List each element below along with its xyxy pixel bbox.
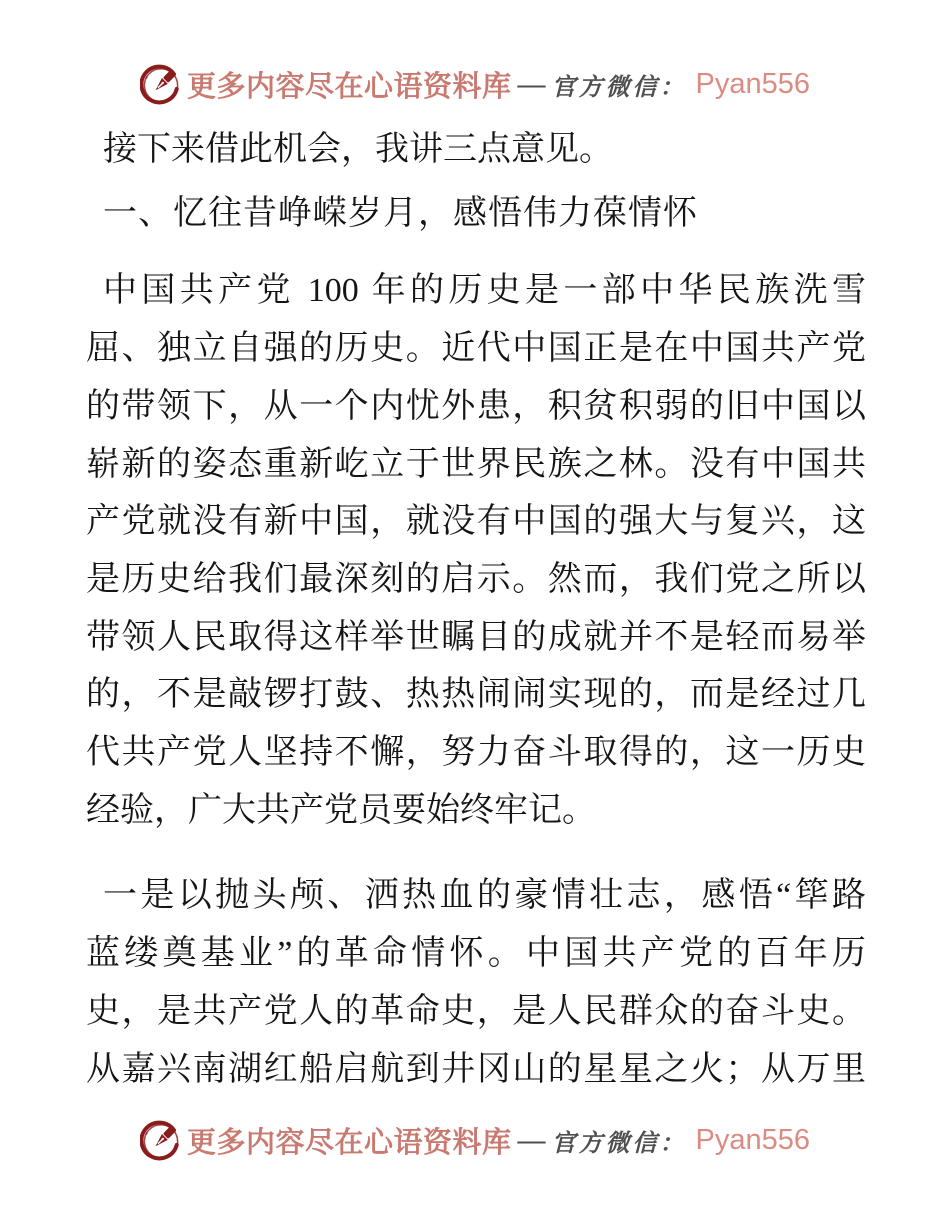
watermark-channel-label: 官方微信： [551,75,687,101]
pen-nib-swirl-circle-icon [140,62,182,107]
text-line: 带领人民取得这样举世瞩目的成就并不是轻而易举 [86,618,866,656]
intro-paragraph [86,121,866,179]
text-line: 代共产党人坚持不懈，努力奋斗取得的，这一历史 [86,734,866,772]
watermark-channel-label: 官方微信： [551,1131,687,1157]
watermark-dash: — [517,68,546,100]
watermark-account: Pyan556 [695,68,810,100]
document-body [86,121,866,1098]
text-line: 蓝缕奠基业”的革命情怀。中国共产党的百年历 [86,935,866,973]
text-line: 崭新的姿态重新屹立于世界民族之林。没有中国共 [86,445,866,483]
text-line: 经验，广大共产党员要始终牢记。 [86,791,596,829]
text-line: 产党就没有新中国，就没有中国的强大与复兴，这 [86,503,866,541]
text-line: 接下来借此机会，我讲三点意见。 [103,131,613,168]
watermark-account: Pyan556 [695,1124,810,1156]
text-line: 是历史给我们最深刻的启示。然而，我们党之所以 [86,560,866,598]
section-heading [86,185,866,243]
text-line: 屈、独立自强的历史。近代中国正是在中国共产党 [86,330,866,368]
text-line: 的，不是敲锣打鼓、热热闹闹实现的，而是经过几 [86,676,866,714]
text-line: 一是以抛头颅、洒热血的豪情壮志，感悟“筚路 [103,877,866,915]
text-line: 从嘉兴南湖红船启航到井冈山的星星之火；从万里 [86,1050,866,1088]
text-line: 的带领下，从一个内忧外患，积贫积弱的旧中国以 [86,387,866,425]
watermark-text: 更多内容尽在心语资料库 [186,1127,512,1159]
footer-watermark [0,1118,950,1163]
watermark-dash: — [517,1124,546,1156]
text-line: 史，是共产党人的革命史，是人民群众的奋斗史。 [86,992,866,1030]
heading-line: 一、忆往昔峥嵘岁月，感悟伟力葆情怀 [103,194,698,232]
pen-nib-swirl-circle-icon [140,1118,182,1163]
watermark-text: 更多内容尽在心语资料库 [186,71,512,103]
text-line: 中国共产党 100 年的历史是一部中华民族洗雪 [103,272,866,310]
paragraph-1 [86,262,866,839]
paragraph-2 [86,867,866,1098]
header-watermark [0,62,950,107]
